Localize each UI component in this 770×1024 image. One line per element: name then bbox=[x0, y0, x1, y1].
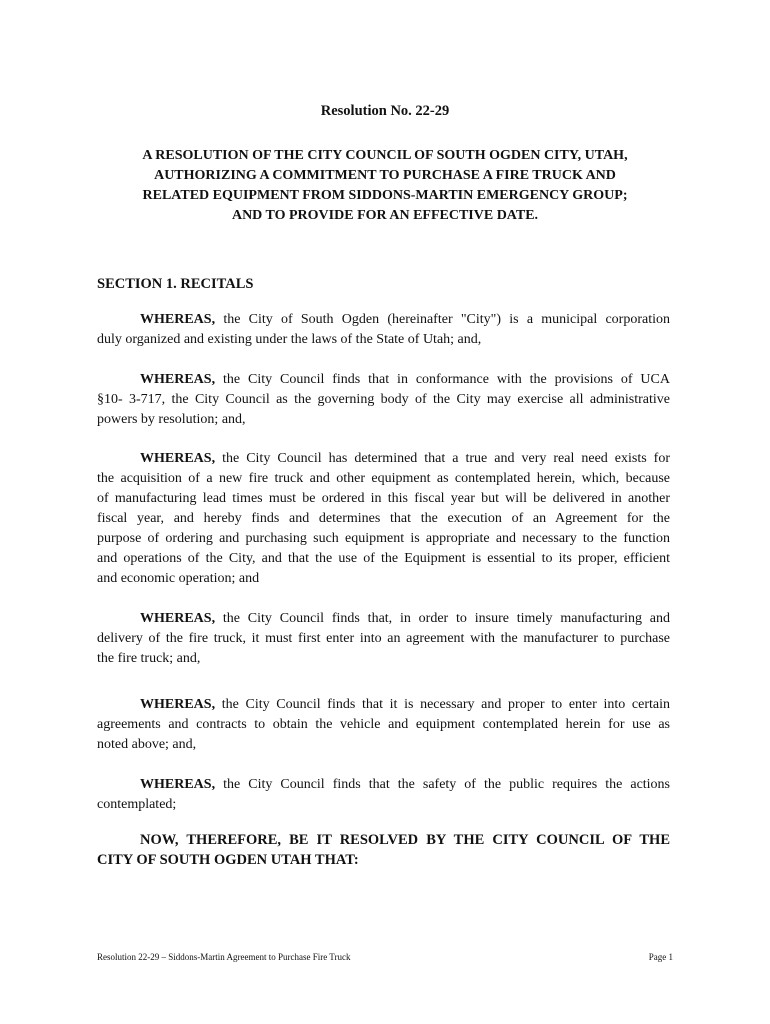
paragraph-line bbox=[97, 695, 670, 715]
paragraph-line bbox=[97, 449, 670, 469]
resolved-line: NOW, THEREFORE, BE IT RESOLVED BY THE CITY COUNCIL OF THE bbox=[140, 832, 670, 848]
paragraph-line: fiscal year, and hereby finds and determines that the execution of an Agreement for the bbox=[97, 511, 670, 526]
paragraph-line: and operations of the City, and that the use of the Equipment is essential to its proper, efficient bbox=[97, 551, 670, 566]
paragraph-line: duly organized and existing under the laws of the State of Utah; and, bbox=[97, 332, 482, 347]
whereas-paragraph-2 bbox=[97, 370, 670, 430]
whereas-label: WHEREAS, bbox=[140, 451, 216, 466]
paragraph-line: §10- 3-717, the City Council as the governing body of the City may exercise all administrative bbox=[97, 392, 670, 407]
whereas-paragraph-1 bbox=[97, 310, 670, 350]
resolved-line: CITY OF SOUTH OGDEN UTAH THAT: bbox=[97, 852, 359, 868]
paragraph-line bbox=[97, 310, 670, 330]
paragraph-line: agreements and contracts to obtain the vehicle and equipment contemplated herein for use as bbox=[97, 717, 670, 732]
paragraph-line: contemplated; bbox=[97, 797, 177, 812]
resolution-title-line: AND TO PROVIDE FOR AN EFFECTIVE DATE. bbox=[231, 208, 539, 223]
whereas-paragraph-6 bbox=[97, 775, 670, 815]
section-heading: SECTION 1. RECITALS bbox=[97, 276, 254, 292]
paragraph-line bbox=[97, 370, 670, 390]
paragraph-line: noted above; and, bbox=[97, 737, 197, 752]
whereas-label: WHEREAS, bbox=[140, 697, 216, 712]
whereas-label: WHEREAS, bbox=[140, 611, 216, 626]
whereas-paragraph-4 bbox=[97, 609, 670, 669]
resolution-title-line: AUTHORIZING A COMMITMENT TO PURCHASE A FIRE TRUCK AND bbox=[154, 168, 616, 183]
resolution-title-line: A RESOLUTION OF THE CITY COUNCIL OF SOUTH OGDEN CITY, UTAH, bbox=[142, 148, 628, 163]
resolution-number: Resolution No. 22-29 bbox=[320, 103, 450, 119]
whereas-paragraph-3 bbox=[97, 449, 670, 589]
paragraph-line: powers by resolution; and, bbox=[97, 412, 246, 427]
paragraph-line: purpose of ordering and purchasing such equipment is appropriate and necessary to the function bbox=[97, 531, 670, 546]
whereas-label: WHEREAS, bbox=[140, 777, 216, 792]
paragraph-line: and economic operation; and bbox=[97, 571, 260, 586]
paragraph-text: the City Council has determined that a true and very real need exists for bbox=[222, 451, 671, 466]
paragraph-line: the fire truck; and, bbox=[97, 651, 201, 666]
paragraph-text: the City Council finds that the safety of the public requires the actions bbox=[223, 777, 671, 792]
paragraph-text: the City Council finds that, in order to insure timely manufacturing and bbox=[222, 611, 670, 626]
resolution-title-line: RELATED EQUIPMENT FROM SIDDONS-MARTIN EMERGENCY GROUP; bbox=[142, 188, 628, 203]
whereas-paragraph-5 bbox=[97, 695, 670, 755]
footer-page-number: Page 1 bbox=[648, 952, 673, 962]
paragraph-text: the City Council finds that in conformance with the provisions of UCA bbox=[222, 372, 670, 387]
resolution-title bbox=[120, 146, 650, 226]
footer-document-title: Resolution 22-29 – Siddons-Martin Agreement to Purchase Fire Truck bbox=[97, 952, 351, 962]
paragraph-line: the acquisition of a new fire truck and other equipment as contemplated herein, which, because bbox=[97, 471, 670, 486]
resolved-clause bbox=[97, 830, 670, 870]
paragraph-text: the City of South Ogden (hereinafter "City") is a municipal corporation bbox=[223, 312, 671, 327]
paragraph-line bbox=[97, 609, 670, 629]
paragraph-line: delivery of the fire truck, it must first enter into an agreement with the manufacturer to purchase bbox=[97, 631, 670, 646]
paragraph-line: of manufacturing lead times must be ordered in this fiscal year but will be delivered in another bbox=[97, 491, 670, 506]
whereas-label: WHEREAS, bbox=[140, 312, 216, 327]
paragraph-text: the City Council finds that it is necessary and proper to enter into certain bbox=[221, 697, 671, 712]
paragraph-line bbox=[97, 775, 670, 795]
whereas-label: WHEREAS, bbox=[140, 372, 216, 387]
